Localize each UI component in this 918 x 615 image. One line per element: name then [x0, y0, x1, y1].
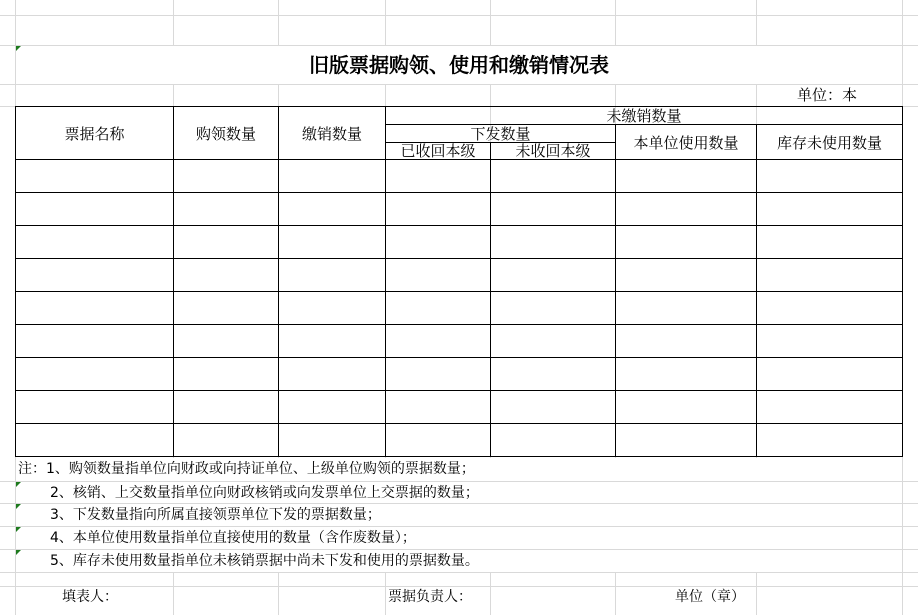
cell-indicator-icon: [16, 482, 21, 487]
table-cell[interactable]: [386, 160, 491, 193]
table-cell[interactable]: [491, 292, 616, 325]
header-name: 票据名称: [16, 107, 174, 160]
cell-indicator-icon: [16, 550, 21, 555]
table-cell[interactable]: [16, 391, 174, 424]
table-row: [16, 160, 903, 193]
table-cell[interactable]: [386, 292, 491, 325]
table-cell[interactable]: [279, 391, 386, 424]
table-cell[interactable]: [16, 193, 174, 226]
table-cell[interactable]: [16, 226, 174, 259]
table-cell[interactable]: [757, 259, 903, 292]
table-cell[interactable]: [491, 391, 616, 424]
header-cancel: 缴销数量: [279, 107, 386, 160]
table-cell[interactable]: [279, 358, 386, 391]
grid-line: [0, 572, 918, 573]
table-cell[interactable]: [491, 193, 616, 226]
table-cell[interactable]: [279, 292, 386, 325]
header-unpaid: 未缴销数量: [386, 107, 903, 125]
table-row: [16, 226, 903, 259]
header-self-use: 本单位使用数量: [616, 125, 757, 160]
table-cell[interactable]: [757, 226, 903, 259]
manager-label: 票据负责人：: [388, 589, 472, 605]
table-cell[interactable]: [616, 160, 757, 193]
table-cell[interactable]: [174, 226, 279, 259]
table-row: [16, 292, 903, 325]
note-5: 5、库存未使用数量指单位未核销票据中尚未下发和使用的票据数量。: [50, 553, 479, 569]
filler-label: 填表人：: [62, 589, 118, 605]
note-4: 4、本单位使用数量指单位直接使用的数量（含作废数量）；: [50, 530, 416, 546]
table-cell[interactable]: [279, 160, 386, 193]
table-cell[interactable]: [386, 424, 491, 457]
table-cell[interactable]: [386, 358, 491, 391]
table-cell[interactable]: [757, 160, 903, 193]
table-cell[interactable]: [386, 193, 491, 226]
table-cell[interactable]: [616, 358, 757, 391]
table-row: [16, 259, 903, 292]
table-cell[interactable]: [616, 292, 757, 325]
unit-label: 单位：本: [797, 86, 858, 104]
table-cell[interactable]: [16, 160, 174, 193]
table-row: [16, 358, 903, 391]
table-cell[interactable]: [616, 259, 757, 292]
table-cell[interactable]: [174, 424, 279, 457]
table-cell[interactable]: [279, 424, 386, 457]
grid-line: [0, 15, 918, 16]
table-row: [16, 193, 903, 226]
cell-indicator-icon: [16, 504, 21, 509]
grid-line: [0, 84, 918, 85]
table-row: [16, 424, 903, 457]
table-cell[interactable]: [174, 259, 279, 292]
table-cell[interactable]: [174, 325, 279, 358]
note-1: 注：1、购领数量指单位向财政或向持证单位、上级单位购领的票据数量；: [18, 461, 475, 477]
page-title: 旧版票据购领、使用和缴销情况表: [309, 53, 609, 77]
table-cell[interactable]: [279, 325, 386, 358]
table-cell[interactable]: [16, 259, 174, 292]
table-cell[interactable]: [616, 424, 757, 457]
table-cell[interactable]: [616, 325, 757, 358]
table-cell[interactable]: [616, 226, 757, 259]
table-cell[interactable]: [616, 193, 757, 226]
header-issued: 下发数量: [386, 125, 616, 143]
table-cell[interactable]: [491, 358, 616, 391]
table-cell[interactable]: [386, 325, 491, 358]
table-cell[interactable]: [491, 325, 616, 358]
note-3: 3、下发数量指向所属直接领票单位下发的票据数量；: [50, 507, 381, 523]
table-cell[interactable]: [386, 226, 491, 259]
table-cell[interactable]: [757, 325, 903, 358]
header-recovered: 已收回本级: [386, 143, 491, 160]
cell-indicator-icon: [16, 527, 21, 532]
header-stock: 库存未使用数量: [757, 125, 903, 160]
table-cell[interactable]: [174, 193, 279, 226]
note-2: 2、核销、上交数量指单位向财政核销或向发票单位上交票据的数量；: [50, 485, 479, 501]
table-cell[interactable]: [616, 391, 757, 424]
header-not-recovered: 未收回本级: [491, 143, 616, 160]
table-row: [16, 391, 903, 424]
table-cell[interactable]: [174, 292, 279, 325]
table-cell[interactable]: [491, 160, 616, 193]
table-cell[interactable]: [386, 259, 491, 292]
seal-label: 单位（章）: [675, 589, 745, 605]
table-cell[interactable]: [16, 292, 174, 325]
table-cell[interactable]: [491, 226, 616, 259]
table-cell[interactable]: [174, 358, 279, 391]
table-body: [16, 160, 903, 457]
table-cell[interactable]: [174, 160, 279, 193]
table-cell[interactable]: [386, 391, 491, 424]
table-cell[interactable]: [279, 259, 386, 292]
table-cell[interactable]: [757, 292, 903, 325]
table-cell[interactable]: [757, 193, 903, 226]
table-cell[interactable]: [757, 424, 903, 457]
table-cell[interactable]: [174, 391, 279, 424]
table-cell[interactable]: [491, 424, 616, 457]
table-cell[interactable]: [279, 226, 386, 259]
table-cell[interactable]: [16, 424, 174, 457]
table-cell[interactable]: [757, 358, 903, 391]
table-cell[interactable]: [279, 193, 386, 226]
ticket-usage-table: [15, 106, 903, 457]
table-row: [16, 325, 903, 358]
table-cell[interactable]: [16, 325, 174, 358]
table-cell[interactable]: [491, 259, 616, 292]
table-cell[interactable]: [16, 358, 174, 391]
header-purchase: 购领数量: [174, 107, 279, 160]
table-cell[interactable]: [757, 391, 903, 424]
